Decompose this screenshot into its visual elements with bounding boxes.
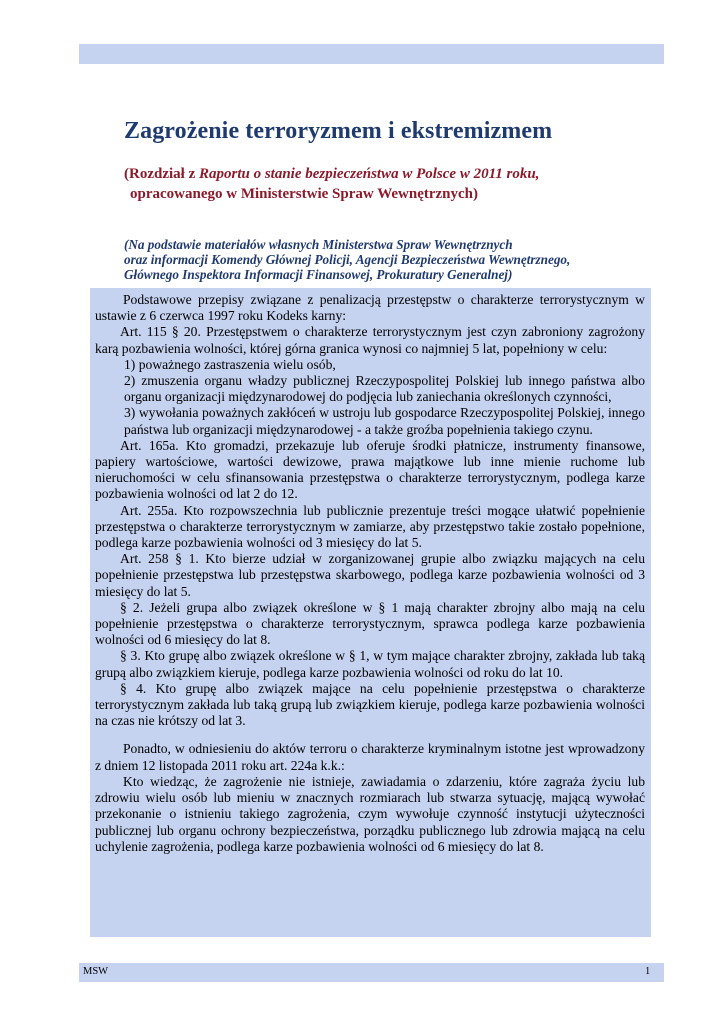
legal-provisions-text <box>95 292 645 855</box>
header-band <box>79 44 664 64</box>
subtitle-line-2: opracowanego w Ministerstwie Spraw Wewnętrznych) <box>130 186 479 202</box>
source-line-3: Głównego Inspektora Informacji Finansowej, Prokuratury Generalnej) <box>124 267 513 282</box>
art-258-4-paragraph: § 4. Kto grupę albo związek mające na celu popełnienie przestępstwa o charakterze terrorystycznym zakłada lub taką grupą lub związkiem kieruje, podlega karze pozbawienia wolności na czas nie krótszy od lat 3. <box>95 680 645 729</box>
subtitle <box>124 164 684 204</box>
art-255a-paragraph: Art. 255a. Kto rozpowszechnia lub publicznie prezentuje treści mogące ułatwić popełnienie przestępstwa o charakterze terrorystycznym w zamiarze, aby przestępstwo takie zostało popełnione, podlega karze pozbawienia wolności od 3 miesięcy do lat 5. <box>95 502 645 551</box>
page-title: Zagrożenie terroryzmem i ekstremizmem <box>124 118 553 144</box>
art-115-item-1: 1) poważnego zastraszenia wielu osób, <box>124 356 336 372</box>
source-line-2: oraz informacji Komendy Głównej Policji, Agencji Bezpieczeństwa Wewnętrznego, <box>124 252 571 267</box>
art-115-paragraph: Art. 115 § 20. Przestępstwem o charakterze terrorystycznym jest czyn zabroniony zagrożony karą pozbawienia wolności, której górna granica wynosi co najmniej 5 lat, popełniony w celu: <box>95 324 645 356</box>
source-note <box>124 237 664 282</box>
art-115-item-2: 2) zmuszenia organu władzy publicznej Rzeczypospolitej Polskiej lub innego państwa albo organu organizacji międzynarodowej do podjęcia lub zaniechania określonych czynności, <box>124 373 645 405</box>
subtitle-report-name: Raportu o stanie bezpieczeństwa w Polsce w 2011 roku, <box>198 166 540 182</box>
art-224a-intro: Ponadto, w odniesieniu do aktów terroru o charakterze kryminalnym istotne jest wprowadzony z dniem 12 listopada 2011 roku art. 224a k.k.: <box>95 741 645 773</box>
subtitle-open: (Rozdział z <box>124 166 199 182</box>
art-224a-paragraph: Kto wiedząc, że zagrożenie nie istnieje, zawiadamia o zdarzeniu, które zagraża życiu lub zdrowiu wielu osób lub mieniu w znacznych rozmiarach lub stwarza sytuację, mającą wywołać przekonanie o istnieniu takiego zagrożenia, czym wywołuje czynność instytucji użyteczności publicznej lub organu ochrony bezpieczeństwa, porządku publicznego lub zdrowia mającą na celu uchylenie zagrożenia, podlega karze pozbawienia wolności od 6 miesięcy do lat 8. <box>95 773 645 854</box>
source-line-1: (Na podstawie materiałów własnych Ministerstwa Spraw Wewnętrznych <box>124 237 513 252</box>
intro-paragraph: Podstawowe przepisy związane z penalizacją przestępstw o charakterze terrorystycznym w ustawie z 6 czerwca 1997 roku Kodeks karny: <box>95 292 645 324</box>
footer-band <box>79 963 664 982</box>
art-258-1-paragraph: Art. 258 § 1. Kto bierze udział w zorganizowanej grupie albo związku mających na celu popełnienie przestępstwa lub przestępstwa skarbowego, podlega karze pozbawienia wolności od 3 miesięcy do lat 5. <box>95 551 645 599</box>
art-258-3-paragraph: § 3. Kto grupę albo związek określone w § 1, w tym mające charakter zbrojny, zakłada lub taką grupą albo związkiem kieruje, podlega karze pozbawienia wolności od roku do lat 10. <box>95 648 645 680</box>
art-258-2-paragraph: § 2. Jeżeli grupa albo związek określone w § 1 mają charakter zbrojny albo mają na celu popełnienie przestępstwa o charakterze terrorystycznym, sprawca podlega karze pozbawienia wolności od 6 miesięcy do lat 8. <box>95 599 645 648</box>
footer-label: MSW <box>83 966 109 977</box>
art-165a-paragraph: Art. 165a. Kto gromadzi, przekazuje lub oferuje środki płatnicze, instrumenty finansowe, papiery wartościowe, wartości dewizowe, prawa majątkowe lub inne mienie ruchome lub nieruchomości w celu sfinansowania przestępstwa o charakterze terrorystycznym, podlega karze pozbawienia wolności od lat 2 do 12. <box>95 437 645 502</box>
paragraph-spacer <box>95 729 645 741</box>
page-number: 1 <box>645 966 651 977</box>
art-115-item-3: 3) wywołania poważnych zakłóceń w ustroju lub gospodarce Rzeczypospolitej Polskiej, innego państwa lub organizacji międzynarodowej - a także groźba popełnienia takiego czynu. <box>124 405 645 437</box>
